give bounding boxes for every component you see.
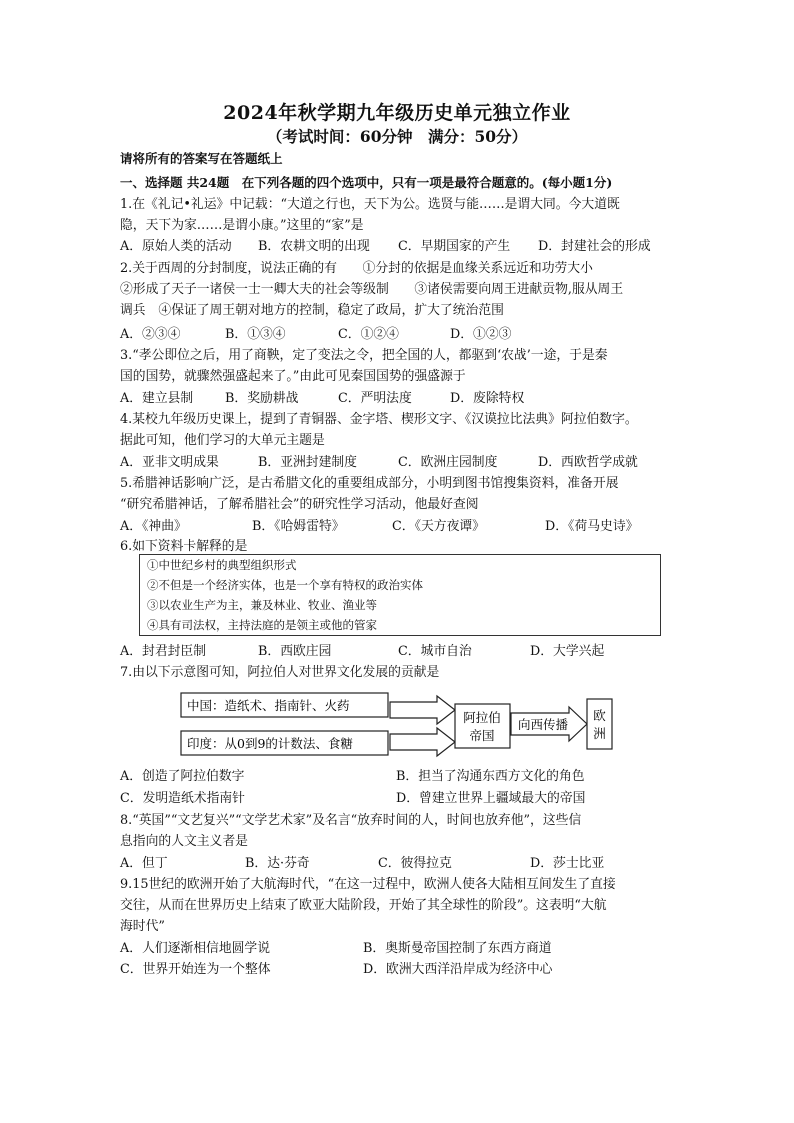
q8-stem-line: 8.“英国”“文艺复兴”“文学艺术家”及名言“放弃时间的人，时间也放弃他”，这些信: [120, 813, 582, 828]
china-arrow: [390, 696, 455, 724]
q7-option-a[interactable]: A．创造了阿拉伯数字: [120, 769, 245, 784]
culture-flow-diagram: [177, 690, 617, 760]
q6-option-b[interactable]: B．西欧庄园: [258, 644, 332, 659]
q3-stem-line: 国的国势，就骤然强盛起来了。”由此可见秦国国势的强盛源于: [120, 369, 466, 384]
spread-label: 向西传播: [517, 717, 569, 732]
q5-option-a[interactable]: A．《神曲》: [120, 519, 187, 534]
q7-option-b[interactable]: B．担当了沟通东西方文化的角色: [396, 769, 585, 784]
q2-option-d[interactable]: D．①②③: [450, 327, 512, 342]
page-title: 2024年秋学期九年级历史单元独立作业: [223, 102, 571, 124]
q3-option-d[interactable]: D．废除特权: [450, 391, 525, 406]
q4-stem-line: 4.某校九年级历史课上，提到了青铜器、金字塔、楔形文字、《汉谟拉比法典》阿拉伯数字。: [120, 412, 638, 427]
q3-option-a[interactable]: A．建立县制: [120, 391, 194, 406]
india-label: 印度：从0到9的计数法、食糖: [187, 736, 353, 751]
arab-label-2: 帝国: [469, 728, 495, 743]
info-card-line: ②不但是一个经济实体，也是一个享有特权的政治实体: [147, 578, 423, 592]
q4-option-d[interactable]: D．西欧哲学成就: [538, 455, 638, 470]
q9-option-a[interactable]: A．人们逐渐相信地圆学说: [120, 941, 271, 956]
q5-stem-line: 5.希腊神话影响广泛，是古希腊文化的重要组成部分，小明到图书馆搜集资料，准备开展: [120, 476, 619, 491]
q8-option-b[interactable]: B．达·芬奇: [245, 856, 310, 871]
q9-stem-line: 海时代”: [120, 919, 165, 934]
q3-stem-line: 3.“孝公即位之后，用了商鞅，定了变法之令，把全国的人，都驱到‘农战’一途，于是秦: [120, 348, 608, 363]
info-card-line: ③以农业生产为主，兼及林业、牧业、渔业等: [147, 598, 377, 612]
q8-option-d[interactable]: D．莎士比亚: [530, 856, 605, 871]
q9-option-d[interactable]: D．欧洲大西洋沿岸成为经济中心: [363, 962, 553, 977]
q5-stem-line: “研究希腊神话，了解希腊社会”的研究性学习活动，他最好查阅: [120, 497, 479, 512]
q7-stem: 7.由以下示意图可知，阿拉伯人对世界文化发展的贡献是: [120, 665, 440, 680]
q8-stem-line: 息指向的人文主义者是: [120, 834, 248, 849]
q6-option-d[interactable]: D．大学兴起: [530, 644, 605, 659]
europe-label-1: 欧: [593, 708, 606, 723]
answer-notice: 请将所有的答案写在答题纸上: [120, 151, 283, 166]
q5-option-d[interactable]: D．《荷马史诗》: [545, 519, 639, 534]
q2-option-c[interactable]: C．①②④: [338, 327, 399, 342]
q1-option-a[interactable]: A．原始人类的活动: [120, 239, 232, 254]
q4-option-b[interactable]: B．亚洲封建制度: [258, 455, 357, 470]
india-arrow: [390, 728, 455, 756]
q1-option-d[interactable]: D．封建社会的形成: [538, 239, 651, 254]
q8-option-c[interactable]: C．彼得拉克: [378, 856, 452, 871]
q8-option-a[interactable]: A．但丁: [120, 856, 168, 871]
q5-option-b[interactable]: B．《哈姆雷特》: [252, 519, 345, 534]
q3-option-c[interactable]: C．严明法度: [338, 391, 412, 406]
q2-option-b[interactable]: B．①③④: [225, 327, 286, 342]
info-card-line: ④具有司法权，主持法庭的是领主或他的管家: [147, 618, 377, 632]
q2-stem-line: ②形成了天子一诸侯一士一卿大夫的社会等级制 ③诸侯需要向周王进献贡物,服从周王: [120, 282, 624, 297]
q2-stem-line: 2.关于西周的分封制度，说法正确的有 ①分封的依据是血缘关系远近和功劳大小: [120, 261, 593, 276]
section-heading: 一、选择题 共24题 在下列各题的四个选项中，只有一项是最符合题意的。(每小题1分): [120, 175, 613, 190]
europe-label-2: 洲: [593, 726, 606, 741]
q9-option-b[interactable]: B．奥斯曼帝国控制了东西方商道: [363, 941, 552, 956]
china-label: 中国：造纸术、指南针、火药: [187, 698, 350, 713]
q1-option-c[interactable]: C．早期国家的产生: [398, 239, 511, 254]
q4-option-c[interactable]: C．欧洲庄园制度: [398, 455, 498, 470]
q2-stem-line: 调兵 ④保证了周王朝对地方的控制，稳定了政局，扩大了统治范围: [120, 303, 504, 318]
q1-option-b[interactable]: B．农耕文明的出现: [258, 239, 370, 254]
q6-option-c[interactable]: C．城市自治: [398, 644, 472, 659]
q9-stem-line: 9.15世纪的欧洲开始了大航海时代，“在这一过程中，欧洲人使各大陆相互间发生了直接: [120, 877, 616, 892]
q9-stem-line: 交往，从而在世界历史上结束了欧亚大陆阶段，开始了其全球性的阶段”。这表明“大航: [120, 898, 607, 913]
q9-option-c[interactable]: C．世界开始连为一个整体: [120, 962, 271, 977]
q5-option-c[interactable]: C．《天方夜谭》: [392, 519, 485, 534]
q4-option-a[interactable]: A．亚非文明成果: [120, 455, 219, 470]
q7-option-d[interactable]: D．曾建立世界上疆域最大的帝国: [396, 791, 586, 806]
arab-label-1: 阿拉伯: [463, 710, 501, 725]
info-card: [139, 554, 661, 636]
q6-stem: 6.如下资料卡解释的是: [120, 539, 248, 554]
q7-option-c[interactable]: C．发明造纸术指南针: [120, 791, 245, 806]
q6-option-a[interactable]: A．封君封臣制: [120, 644, 207, 659]
page-subtitle: （考试时间：60分钟 满分：50分）: [266, 127, 528, 146]
q3-option-b[interactable]: B．奖励耕战: [225, 391, 299, 406]
q4-stem-line: 据此可知，他们学习的大单元主题是: [120, 433, 325, 448]
info-card-line: ①中世纪乡村的典型组织形式: [147, 558, 297, 572]
europe-box: [587, 699, 612, 749]
q1-stem-line: 1.在《礼记•礼运》中记载：“大道之行也，天下为公。选贤与能……是谓大同。今大道既: [120, 197, 620, 212]
q1-stem-line: 隐，天下为家……是谓小康。”这里的“家”是: [120, 218, 364, 233]
q2-option-a[interactable]: A．②③④: [120, 327, 181, 342]
